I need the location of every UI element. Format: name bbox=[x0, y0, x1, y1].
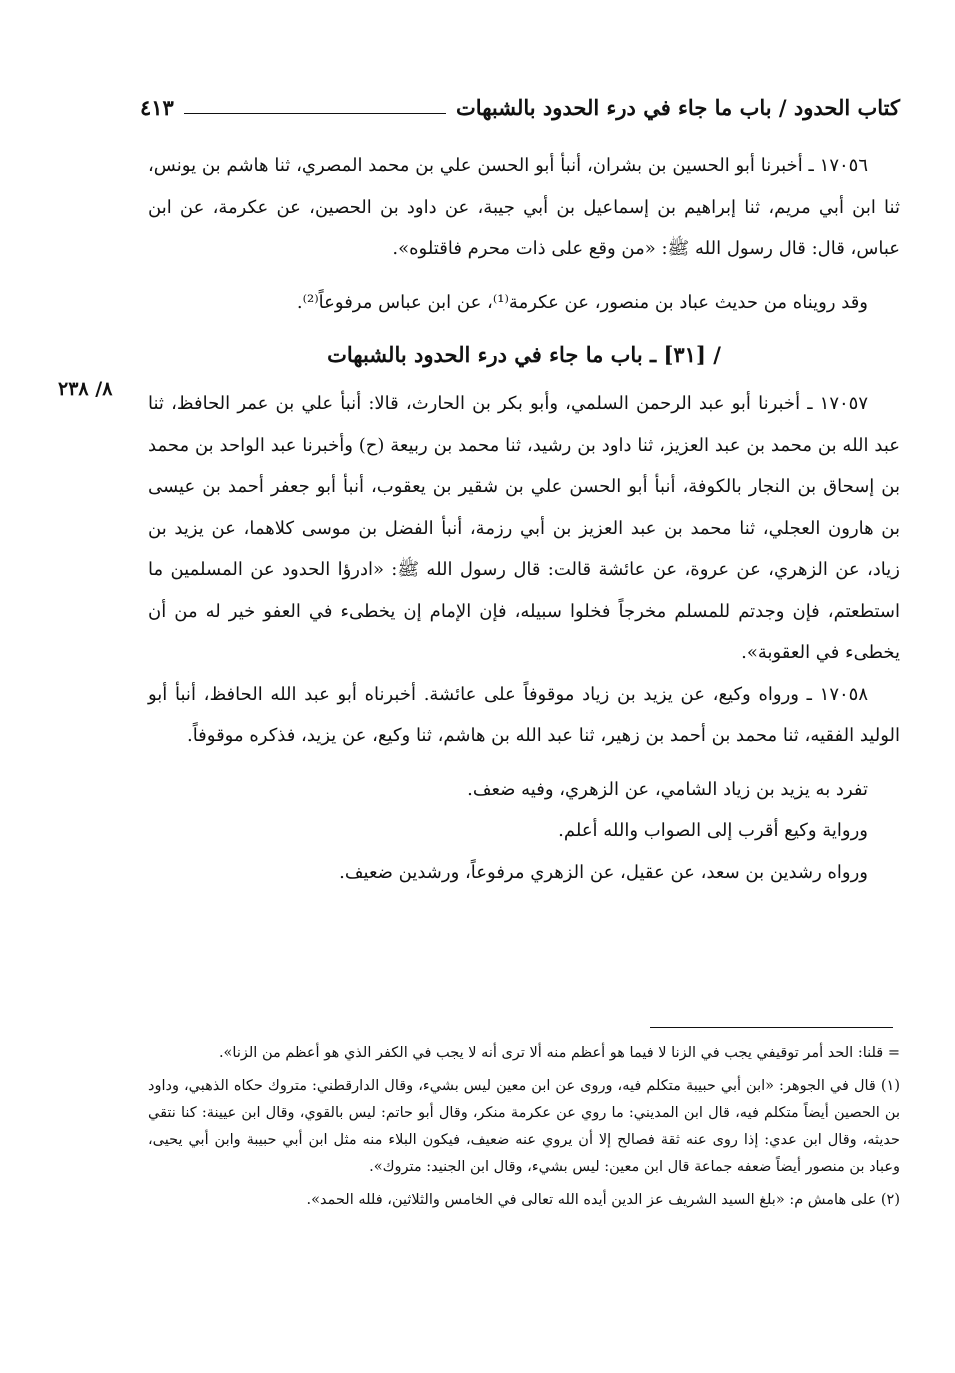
footnote-1: (١) قال في الجوهر: «ابن أبي حبيبة متكلم فيه، وروى عن ابن معين ليس بشيء، وقال الدارقطني: متروك حكاه الذهبي، وداود بن الحصين أيضاً متكلم فيه، قال ابن المديني: ما روي عن عكرمة منكر، وقال أبو حاتم: ليس بالقوي، وقال ابن عيينة: كنا نتقي حديثه، وقال ابن عدي: إذا روى عنه ثقة فصالح إلا أن يروي عنه ضعيف، فيكون البلاء منه مثل ابن أبي حبيبة وابن أبي يحيى، وعباد بن منصور أيضاً ضعفه جماعة قال ابن معين: ليس بشيء، وقال ابن الجنيد: متروك». bbox=[148, 1078, 900, 1175]
footnote-continuation: = قلنا: الحد أمر توقيفي يجب في الزنا لا فيما هو أعظم منه ألا ترى أنه لا يجب في الكفر الذي هو أعظم من الزنا». bbox=[218, 1045, 900, 1061]
footnotes bbox=[148, 1040, 900, 1214]
header-title: كتاب الحدود / باب ما جاء في درء الحدود بالشبهات bbox=[456, 94, 900, 120]
side-reference-number: ٨/ ٢٣٨ bbox=[58, 378, 113, 400]
chapter-title: / [٣١] ـ باب ما جاء في درء الحدود بالشبهات bbox=[327, 342, 721, 367]
main-text bbox=[148, 145, 900, 893]
waki-note: ورواية وكيع أقرب إلى الصواب والله أعلم. bbox=[558, 820, 868, 841]
rishdin-note: ورواه رشدين بن سعد، عن عقيل، عن الزهري مرفوعاً، ورشدين ضعيف. bbox=[339, 861, 868, 883]
header-page-number: ٤١٣ bbox=[140, 94, 174, 120]
hadith-17058: ١٧٠٥٨ ـ ورواه وكيع، عن يزيد بن زياد موقوفاً على عائشة. أخبرناه أبو عبد الله الحافظ، أنبأ أبو الوليد الفقيه، ثنا محمد بن أحمد بن زهير، ثنا عبد الله بن هاشم، ثنا وكيع، عن يزيد، فذكره موقوفاً. bbox=[148, 683, 900, 746]
tafarrud-note: تفرد به يزيد بن زياد الشامي، عن الزهري، وفيه ضعف. bbox=[467, 778, 868, 800]
riwaya-note: وقد رويناه من حديث عباد بن منصور، عن عكرمة⁽¹⁾، عن ابن عباس مرفوعاً⁽²⁾. bbox=[296, 291, 868, 313]
hadith-17056: ١٧٠٥٦ ـ أخبرنا أبو الحسين بن بشران، أنبأ أبو الحسن علي بن محمد المصري، ثنا هاشم بن يونس، ثنا ابن أبي مريم، ثنا إبراهيم بن إسماعيل بن أبي جيبة، عن داود بن الحصين، عن عكرمة، عن ابن عباس، قال: قال رسول الله ﷺ: «من وقع على ذات محرم فاقتلوه». bbox=[148, 155, 900, 259]
running-header bbox=[140, 92, 900, 122]
footnote-2: (٢) على هامش م: «بلغ السيد الشريف عز الدين أيده الله تعالى في الخامس والثلاثين، فلله الحمد». bbox=[306, 1192, 900, 1208]
footnote-separator bbox=[650, 1027, 893, 1028]
hadith-17057: ١٧٠٥٧ ـ أخبرنا أبو عبد الرحمن السلمي، وأبو بكر بن الحارث، قالا: أنبأ علي بن عمر الحافظ، ثنا عبد الله بن محمد بن عبد العزيز، ثنا داود بن رشيد، ثنا محمد بن ربيعة (ح) وأخبرنا عبد الواحد بن محمد بن إسحاق بن النجار بالكوفة، أنبأ أبو الحسن علي بن شقير بن يعقوب، أنبأ أبو جعفر أحمد بن عيسى بن هارون العجلي، ثنا محمد بن عبد العزيز بن أبي رزمة، أنبأ الفضل بن موسى كلاهما، عن يزيد بن زياد، عن الزهري، عن عروة، عن عائشة قالت: قال رسول الله ﷺ: «ادرؤا الحدود عن المسلمين ما استطعتم، فإن وجدتم للمسلم مخرجاً فخلوا سبيله، فإن الإمام إن يخطىء في العفو خير له من أن يخطىء في العقوبة». bbox=[148, 393, 900, 663]
header-rule bbox=[184, 101, 446, 114]
